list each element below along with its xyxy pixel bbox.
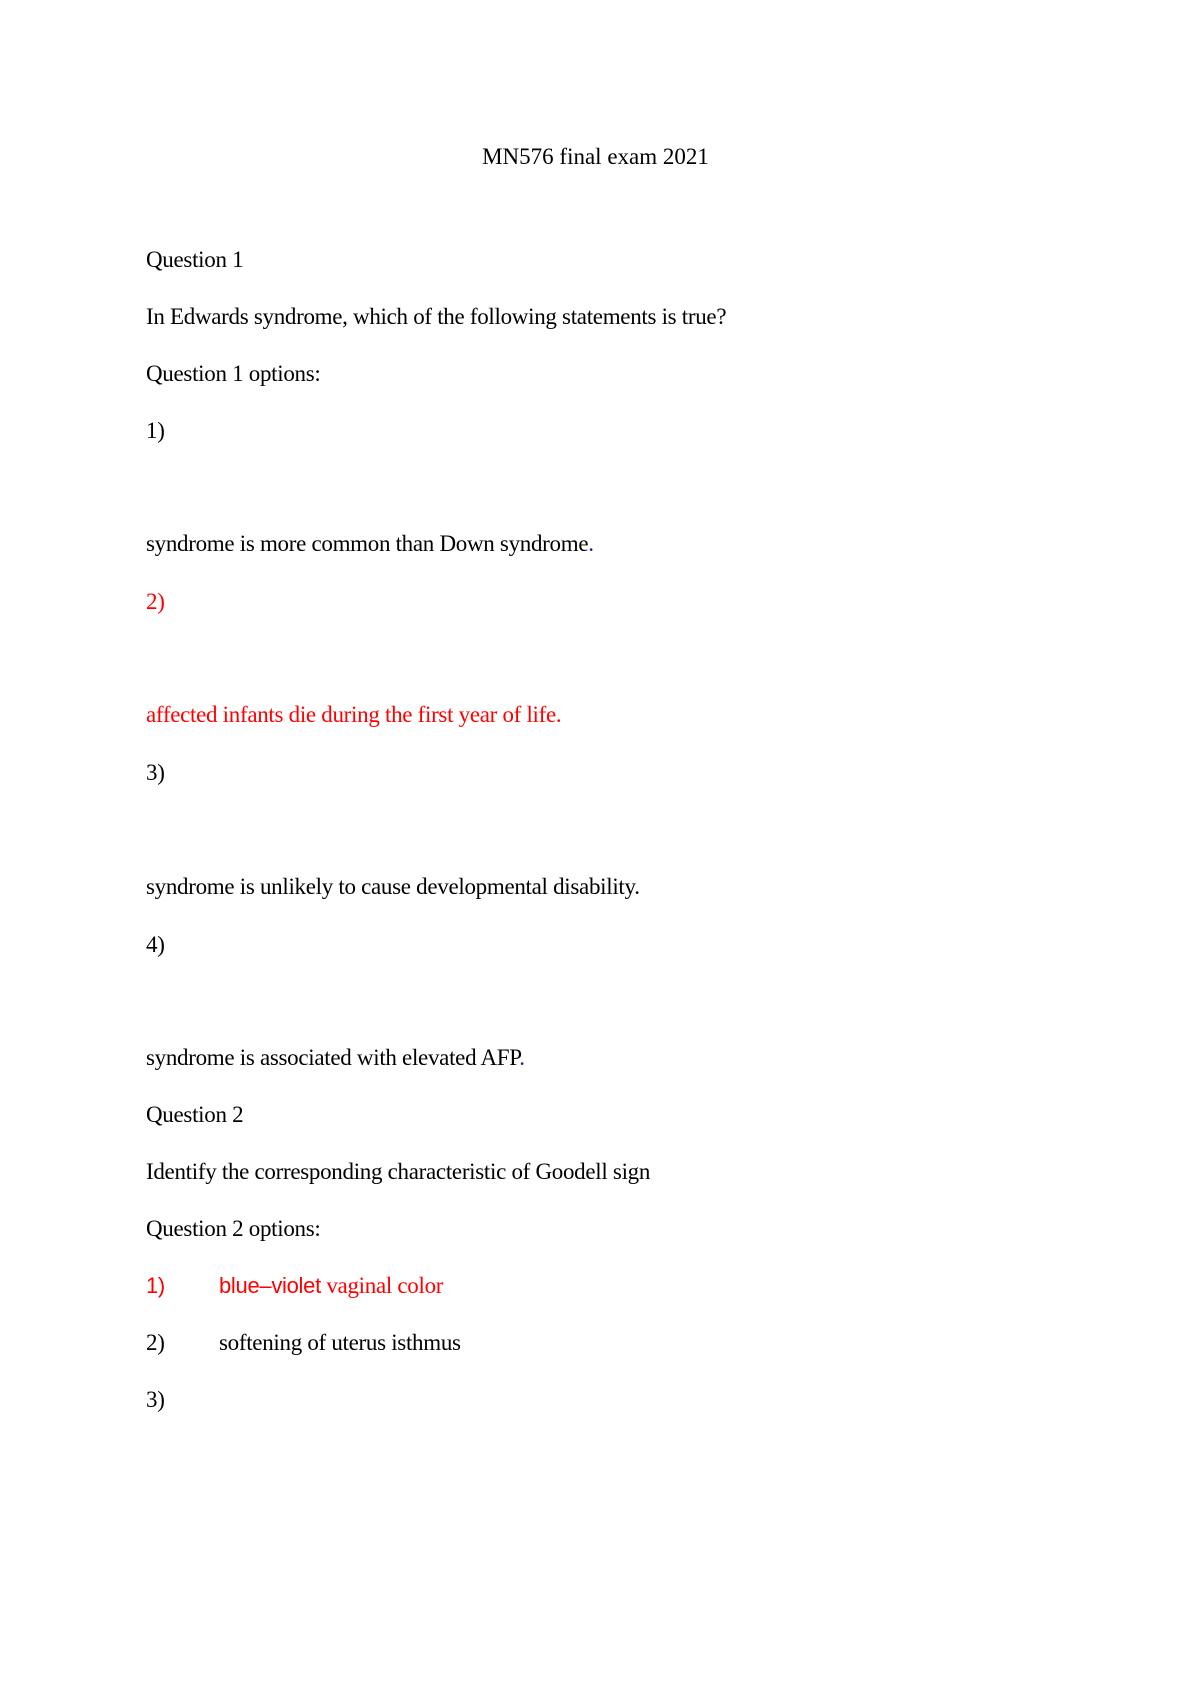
- q2-option-2-text: softening of uterus isthmus: [219, 1330, 461, 1355]
- q1-option-4-text-end: .: [519, 1045, 525, 1070]
- question-1-heading: Question 1: [146, 247, 244, 272]
- q1-option-2-number: 2): [146, 589, 165, 614]
- question-1-options-label: Question 1 options:: [146, 361, 321, 386]
- q2-option-1-number: 1): [146, 1273, 165, 1298]
- q1-option-3-text: syndrome is unlikely to cause developmental disability.: [146, 874, 640, 899]
- q1-option-2-text: affected infants die during the first year of life.: [146, 702, 562, 727]
- q1-option-4-text: [146, 1045, 525, 1071]
- q2-option-3-number: 3): [146, 1387, 165, 1412]
- q1-option-3-number: 3): [146, 760, 165, 785]
- question-2-options-label: Question 2 options:: [146, 1216, 321, 1241]
- q2-option-1-text-b: vaginal color: [320, 1273, 444, 1298]
- q2-option-1-text-a: blue–violet: [219, 1273, 321, 1298]
- q1-option-4-text-main: syndrome is associated with elevated AFP: [146, 1045, 520, 1070]
- q1-option-1-number: 1): [146, 418, 165, 443]
- q2-option-1: [146, 1273, 443, 1299]
- q1-option-1-text-end: .: [588, 531, 594, 556]
- q1-option-1-text-main: syndrome is more common than Down syndrome: [146, 531, 589, 556]
- q1-option-4-number: 4): [146, 932, 165, 957]
- question-1-prompt: In Edwards syndrome, which of the following statements is true?: [146, 304, 727, 329]
- q1-option-1-text: [146, 531, 594, 557]
- q2-option-2: [146, 1330, 461, 1356]
- question-2-prompt: Identify the corresponding characteristic of Goodell sign: [146, 1159, 651, 1184]
- document-title: MN576 final exam 2021: [482, 144, 709, 169]
- question-2-heading: Question 2: [146, 1102, 244, 1127]
- q2-option-3: [146, 1387, 219, 1413]
- q2-option-2-number: 2): [146, 1330, 165, 1355]
